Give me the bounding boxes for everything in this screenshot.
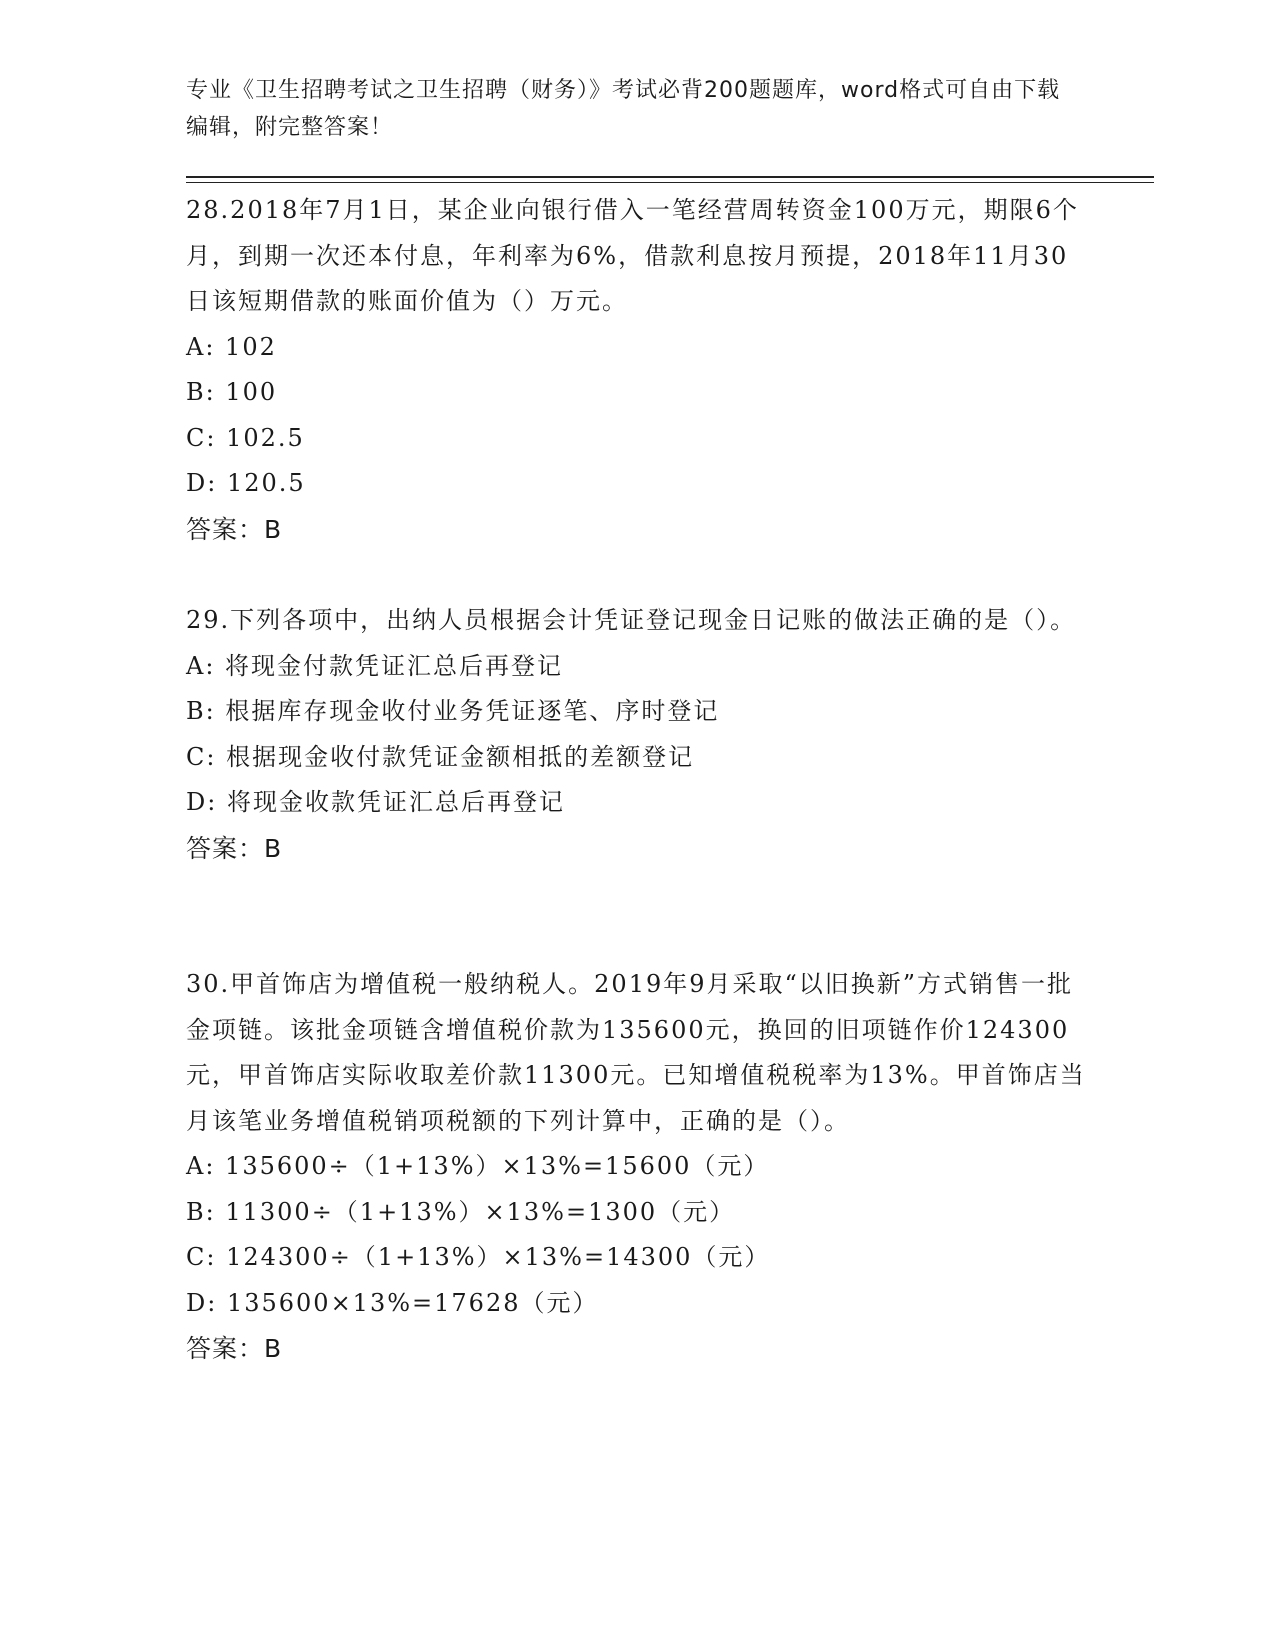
- header-divider-thin: [186, 182, 1154, 183]
- option-d: D: 135600×13%=17628（元）: [186, 1288, 599, 1317]
- answer-line: 答案：B: [186, 833, 283, 863]
- question-stem: 29.下列各项中，出纳人员根据会计凭证登记现金日记账的做法正确的是（）。: [186, 606, 1077, 634]
- option-d: D: 120.5: [186, 469, 306, 497]
- option-a: A: 将现金付款凭证汇总后再登记: [186, 651, 564, 680]
- option-b: B: 根据库存现金收付业务凭证逐笔、序时登记: [186, 697, 720, 725]
- header-divider-thick: [186, 176, 1154, 178]
- answer-line: 答案：B: [186, 1334, 283, 1363]
- question-29: [186, 598, 1086, 871]
- option-d: D: 将现金收款凭证汇总后再登记: [186, 788, 565, 816]
- option-a: A: 135600÷（1+13%）×13%=15600（元）: [186, 1152, 770, 1180]
- option-b: B: 11300÷（1+13%）×13%=1300（元）: [186, 1197, 736, 1226]
- question-28: [186, 188, 1086, 552]
- option-b: B: 100: [186, 378, 278, 406]
- option-c: C: 102.5: [186, 423, 305, 452]
- question-30: [186, 962, 1086, 1371]
- answer-line: 答案：B: [186, 514, 283, 544]
- question-stem: 28.2018年7月1日，某企业向银行借入一笔经营周转资金100万元，期限6个月，到期一次还本付息，年利率为6%，借款利息按月预提，2018年11月30日该短期借款的账面价值为（）万元。: [186, 196, 1079, 315]
- option-a: A: 102: [186, 332, 277, 361]
- option-c: C: 124300÷（1+13%）×13%=14300（元）: [186, 1243, 771, 1271]
- option-c: C: 根据现金收付款凭证金额相抵的差额登记: [186, 742, 695, 771]
- question-stem: 30.甲首饰店为增值税一般纳税人。2019年9月采取“以旧换新”方式销售一批金项链。该批金项链含增值税价款为135600元，换回的旧项链作价124300元，甲首饰店实际收取差价款11300元。已知增值税税率为13%。甲首饰店当月该笔业务增值税销项税额的下列计算中，正确的是（）。: [186, 970, 1086, 1135]
- document-header: 专业《卫生招聘考试之卫生招聘（财务）》考试必背200题题库，word格式可自由下载编辑，附完整答案！: [186, 78, 1061, 140]
